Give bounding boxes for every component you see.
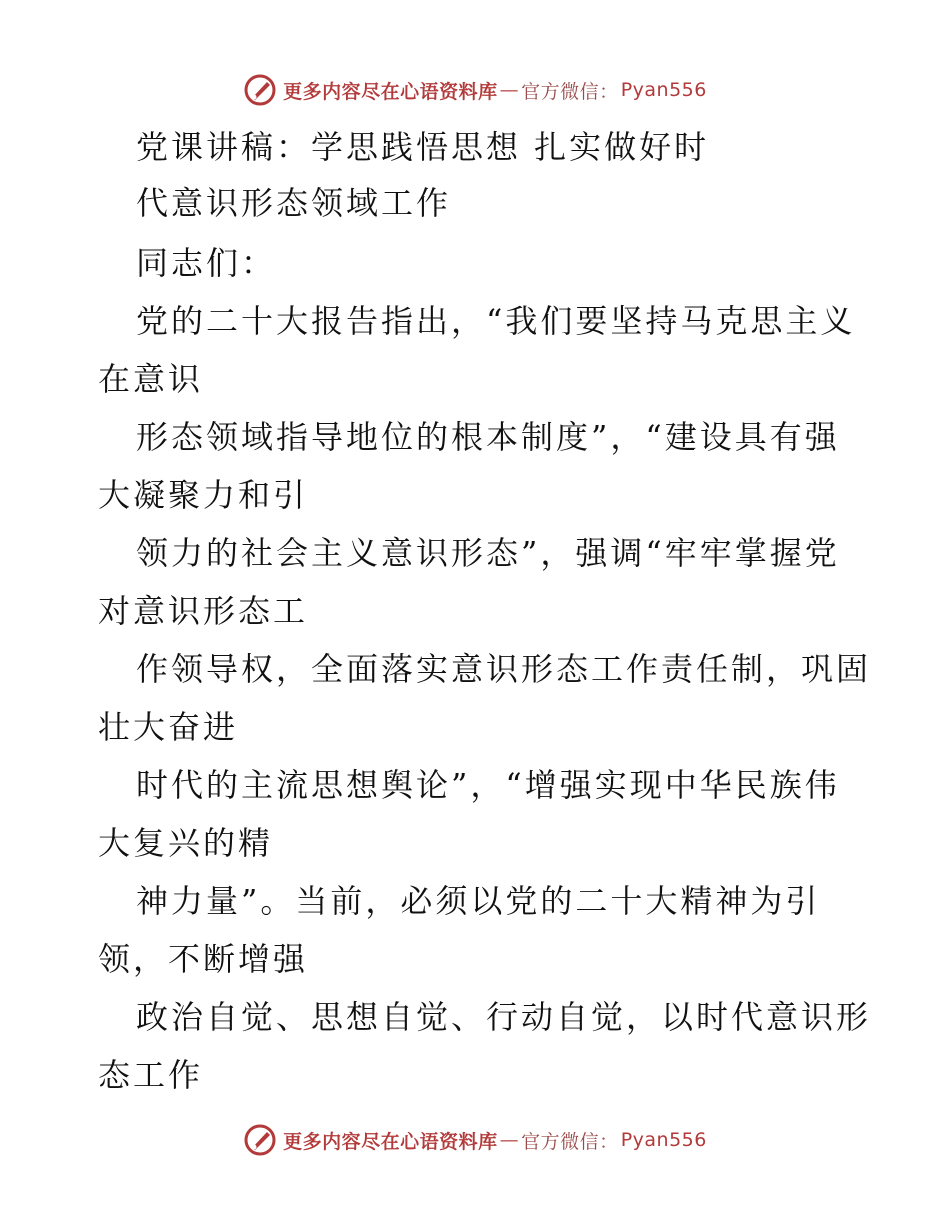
paragraph-line: 大凝聚力和引: [98, 476, 309, 514]
paragraph-line: 对意识形态工: [98, 592, 309, 630]
paragraph-line: 大复兴的精: [98, 824, 274, 862]
quill-seal-icon: [243, 1123, 277, 1157]
title-line-1: 党课讲稿：学思践悟思想 扎实做好时: [136, 128, 710, 166]
watermark-wechat-id: Pyan556: [620, 1129, 707, 1151]
paragraph-line: 政治自觉、思想自觉、行动自觉，以时代意识形: [136, 998, 872, 1036]
salutation: 同志们：: [136, 244, 277, 282]
footer-watermark: [0, 1120, 950, 1160]
paragraph-line: 时代的主流思想舆论”，“增强实现中华民族伟: [136, 766, 840, 804]
paragraph-line: 神力量”。当前，必须以党的二十大精神为引: [136, 882, 821, 920]
paragraph-line: 态工作: [98, 1056, 204, 1094]
quill-seal-icon: [243, 73, 277, 107]
header-watermark: [0, 70, 950, 110]
paragraph-line: 领，不断增强: [98, 940, 309, 978]
watermark-dash: —: [499, 79, 520, 101]
title-line-2: 代意识形态领域工作: [136, 184, 452, 222]
watermark-main-text: 更多内容尽在心语资料库: [283, 80, 498, 103]
document-body: [0, 118, 950, 1108]
watermark-dash: —: [499, 1129, 520, 1151]
watermark-sub-text: 官方微信：: [521, 80, 619, 103]
paragraph-line: 党的二十大报告指出，“我们要坚持马克思主义: [136, 302, 856, 340]
paragraph-line: 领力的社会主义意识形态”，强调“牢牢掌握党: [136, 534, 840, 572]
paragraph-line: 作领导权，全面落实意识形态工作责任制，巩固: [136, 650, 872, 688]
paragraph-line: 形态领域指导地位的根本制度”，“建设具有强: [136, 418, 840, 456]
watermark-sub-text: 官方微信：: [521, 1130, 619, 1153]
paragraph-line: 壮大奋进: [98, 708, 239, 746]
watermark-main-text: 更多内容尽在心语资料库: [283, 1130, 498, 1153]
watermark-wechat-id: Pyan556: [620, 79, 707, 101]
paragraph-line: 在意识: [98, 360, 204, 398]
